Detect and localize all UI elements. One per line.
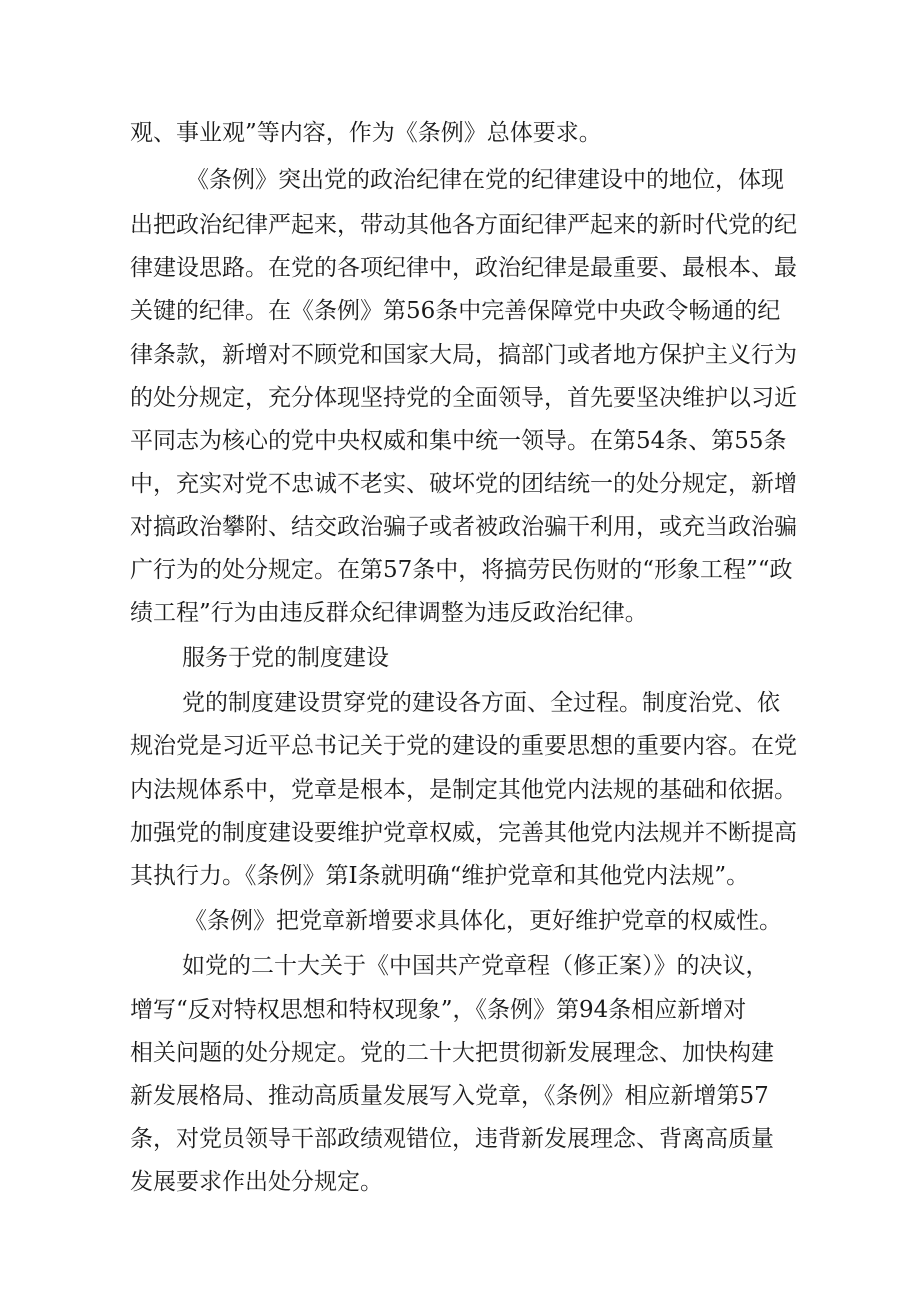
text-line-20: 如党的二十大关于《中国共产党章程（修正案）》的决议， bbox=[182, 953, 769, 979]
text-line-5: 关键的纪律。在《条例》第56条中完善保障党中央政令畅通的纪 bbox=[130, 298, 781, 324]
text-line-7: 的处分规定，充分体现坚持党的全面领导，首先要坚决维护以习近 bbox=[130, 385, 797, 411]
text-line-19: 《条例》把党章新增要求具体化，更好维护党章的权威性。 bbox=[184, 908, 782, 934]
text-line-25: 发展要求作出处分规定。 bbox=[130, 1169, 383, 1195]
text-line-9: 中，充实对党不忠诚不老实、破坏党的团结统一的处分规定，新增 bbox=[130, 471, 797, 497]
text-line-4: 律建设思路。在党的各项纪律中，政治纪律是最重要、最根本、最 bbox=[130, 255, 797, 281]
text-line-18: 其执行力。《条例》第I条就明确“维护党章和其他党内法规”。 bbox=[130, 863, 750, 889]
text-line-2: 《条例》突出党的政治纪律在党的纪律建设中的地位，体现 bbox=[186, 167, 784, 193]
text-line-15: 规治党是习近平总书记关于党的建设的重要思想的重要内容。在党 bbox=[130, 733, 797, 759]
text-line-8: 平同志为核心的党中央权威和集中统一领导。在第54条、第55条 bbox=[130, 428, 787, 454]
text-line-3: 出把政治纪律严起来，带动其他各方面纪律严起来的新时代党的纪 bbox=[130, 212, 797, 238]
text-line-21: 增写“反对特权思想和特权现象”，《条例》第94条相应新增对 bbox=[130, 997, 747, 1023]
text-line-16: 内法规体系中，党章是根本，是制定其他党内法规的基础和依据。 bbox=[130, 777, 797, 803]
text-line-6: 律条款，新增对不顾党和国家大局，搞部门或者地方保护主义行为 bbox=[130, 342, 797, 368]
text-line-12: 绩工程”行为由违反群众纪律调整为违反政治纪律。 bbox=[130, 600, 648, 626]
text-line-22: 相关问题的处分规定。党的二十大把贯彻新发展理念、加快构建 bbox=[130, 1040, 774, 1066]
text-line-23: 新发展格局、推动高质量发展写入党章，《条例》相应新增第57 bbox=[130, 1083, 769, 1109]
text-line-24: 条，对党员领导干部政绩观错位，违背新发展理念、背离高质量 bbox=[130, 1126, 774, 1152]
text-line-17: 加强党的制度建设要维护党章权威，完善其他党内法规并不断提高 bbox=[130, 820, 797, 846]
text-line-11: 广行为的处分规定。在第57条中，将搞劳民伤财的“形象工程”“政 bbox=[130, 557, 793, 583]
text-line-10: 对搞政治攀附、结交政治骗子或者被政治骗干利用，或充当政治骗 bbox=[130, 514, 797, 540]
section-heading: 服务于党的制度建设 bbox=[182, 645, 389, 671]
text-line-1: 观、事业观”等内容，作为《条例》总体要求。 bbox=[130, 120, 602, 146]
text-line-14: 党的制度建设贯穿党的建设各方面、全过程。制度治党、依 bbox=[182, 690, 780, 716]
